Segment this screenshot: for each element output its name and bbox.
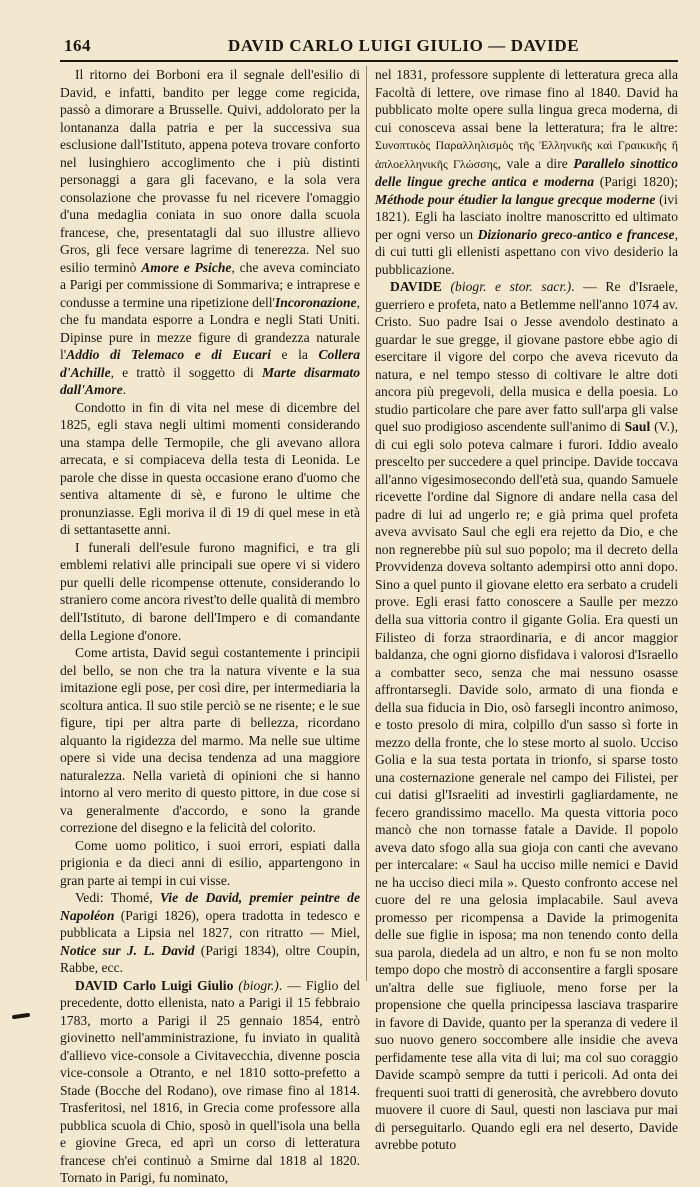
artwork-title: Collera d'Achille bbox=[60, 347, 360, 380]
book-title: Parallelo sinottico delle lingue greche antica e moderna bbox=[375, 155, 678, 190]
paragraph-death: Condotto in fin di vita nel mese di dicembre del 1825, egli stava negli ultimi momenti considerando una stampa delle Termopile, che gli avevano allora arrecata, e si compiaceva della testa di Leonida. Le parole che disse in questa occasione erano d'uomo che sentiva altamente di sè, e furono le ultime che pronunziasse. Egli moriva il dì 19 di quel mese in età di settantasette anni. bbox=[60, 399, 360, 538]
cross-reference: Saul bbox=[624, 419, 651, 435]
header-rule bbox=[60, 60, 678, 62]
book-title: Dizionario greco-antico e francese bbox=[477, 226, 675, 242]
entry-tag: (biogr. e stor. sacr.) bbox=[450, 279, 572, 295]
artwork-title: Amore e Psiche bbox=[141, 259, 232, 275]
left-column bbox=[60, 66, 360, 1187]
paragraph-references: Vedi: Thomé, Vie de David, premier peintre de Napoléon (Parigi 1826), opera tradotta in tedesco e pubblicata a Lipsia nel 1827, con ritratto — Miel, Notice sur J. L. David (Parigi 1834), oltre Coupin, Rabbe, ecc. bbox=[60, 890, 361, 976]
entry-davide: DAVIDE (biogr. e stor. sacr.). — Re d'Israele, guerriero e profeta, nato a Betlemme nell'anno 1074 av. Cristo. Suo padre Isai o Jesse avendolo destinato a guardar le sue gregge, il giovane pastore ebbe agio di esercitare il vigore del corpo che aveva ricevuto da natura, e nel tempo stesso di coltivare le altre doti ancora più pregevoli, della musica e della poesia. Lo studio particolare che pare aver fatto sull'arpa gli valse quel suo prodigioso ascendente sull'animo di Saul (V.), di cui egli solo poteva calmare i furori. Iddio avealo prescelto per succedere a quel principe. Davide toccava all'anno vigesimosecondo dell'età sua, quando Samuele ricevette l'ordine dal Signore di andare nella casa del padre di lui ad ungerlo re; e già prima quel profeta aveva avvisato Saul che egli era rejetto da Dio, e che non regnerebbe più sul suo popolo; ma il decreto della Provvidenza doveva soltanto adempirsi otto anni dopo. Sino a quel punto il giovane eletto era serbato a crudeli prove. Egli erasi fatto conoscere a Saulle per mezzo della sua vittoria contro il gigante Golia. Era questi un Filisteo di forza straordinaria, e di ancor maggior baldanza, che ogni giorno disfidava i valorosi d'Israello a combatter seco, senza che mai nessuno osasse affrontarsegli. Davide solo, armato di una fionda e della sua fiducia in Dio, osò farsegli incontro animoso, e tosto presolo di mira, colpillo d'un sasso sì forte in mezzo della fronte, che lo stese morto al suolo. Ucciso Golia e la sua testa portata in trionfo, si sparse tosto una costernazione generale nel campo dei Filistei, per cui datisi gl'Israeliti ad investirli gagliardamente, ne fecero grandissimo macello. Ma questa vittoria poco mancò che non tornasse fatale a Davide. Il popolo aveva dato sfogo alla sua gioja con canti che avevano per intercalare: « Saul ha ucciso mille nemici e David ne ha ucciso dieci mila ». Questo confronto accese nel cuore del re una gelosia implacabile. Saul aveva promesso per ricompensa a Davide la primogenita delle sue figlie in isposa; ma non tenendo conto della sua parola, diedela ad un altro, e non fu se non molto tempo dopo che mostrò di acconsentire a fargli sposare un'altra delle sue figliuole, meno forse per la propensione che quella principessa lasciava trasparire in favore di Davide, quanto per la speranza di vedere il suo nuovo genero soccombere alle insidie che aveva perfidamente tese alla vita di lui; ma col suo coraggio Davide scampò sempre da tutti i pericoli. Ad onta dei frequenti suoi tratti di generosità, che avrebbero dovuto muovere il cuore di Saul, questi non lasciava pur mai di perseguitarlo. Quando egli era nel deserto, Davide avrebbe potuto bbox=[375, 279, 678, 1153]
book-title: Méthode pour étudier la langue grecque moderne bbox=[375, 191, 656, 207]
artwork-title: Incoronazione bbox=[275, 294, 357, 310]
paragraph-continuation: nel 1831, professore supplente di letteratura greca alla Facoltà di lettere, ove rimase fino al 1840. David ha pubblicato molte opere sulla lingua greca moderna, di cui conosceva assai bene la letteratura; fra le altre: Συνοπτικὸς Παραλληλισμὸς τῆς Ἑλληνικῆς καὶ Γραικικῆς ἢ ἁπλοελληνικῆς Γλώσσης, vale a dire Parallelo sinottico delle lingue greche antica e moderna (Parigi 1820); Méthode pour étudier la langue grecque moderne (ivi 1821). Egli ha lasciato inoltre manoscritto ed ultimato per ogni verso un Dizionario greco-antico e francese, di cui tutti gli ellenisti aspettano con vivo desiderio la pubblicazione. bbox=[375, 67, 678, 277]
paragraph-artist: Come artista, David seguì costantemente i principii del bello, se non che tra la natura vivente e la sua imitazione egli pose, per così dire, per intermediaria la scoltura antica. Il suo stile perciò se ne risente; e le sue figure, tipi per altra parte di bellezza, ricordano alquanto la rigidezza del marmo. Ma nelle sue ultime opere si vide una decisa tendenza ad una maggiore naturalezza. Nella varietà di opinioni che si hanno intorno al vero merito di questo pittore, in due cose si va generalmente d'accordo, e sono la grande correzione del disegno e la felicità del colorito. bbox=[60, 645, 360, 836]
paragraph-funeral: I funerali dell'esule furono magnifici, e tra gli emblemi relativi alle principali sue opere vi si videro pur quelli delle ricompense ottenute, considerando lo straniero come ancora rivest'to delle qualità di membro dell'Istituto, di barone dell'Impero e di comandante della Legione d'onore. bbox=[60, 539, 360, 643]
artwork-title: Marte disarmato dall'Amore bbox=[60, 364, 361, 398]
entry-david-carlo: DAVID Carlo Luigi Giulio (biogr.). — Figlio del precedente, dotto ellenista, nato a Parigi il 15 febbraio 1783, morto a Parigi il 25 gennaio 1854, entrò giovinetto nell'amministrazione, fu inviato in qualità d'allievo vice-console a Civitavecchia, divenne poscia vice-console a Otranto, e nel 1810 sotto-prefetto a Stade (Bocche del Rodano), ove rimase fino al 1814. Trasferitosi, nel 1816, in Grecia come professore alla pubblica scuola di Chio, sposò in quell'isola una bella e giovine Greca, ed aprì un corso di letteratura francese ch'ei continuò a Smirne dal 1818 al 1820. Tornato in Parigi, fu nominato, bbox=[60, 977, 361, 1186]
page-header bbox=[60, 36, 678, 58]
entry-tag: (biogr.) bbox=[238, 977, 279, 993]
page-number: 164 bbox=[64, 36, 91, 55]
right-column bbox=[375, 66, 678, 1154]
entry-heading: DAVIDE bbox=[390, 279, 442, 295]
greek-title: Συνοπτικὸς Παραλληλισμὸς τῆς Ἑλληνικῆς καὶ Γραικικῆς ἢ ἁπλοελληνικῆς Γλώσσης bbox=[375, 138, 678, 171]
paragraph-politics: Come uomo politico, i suoi errori, espiati dalla prigionia e da dieci anni di esilio, appartengono in gran parte ai tempi in cui visse. bbox=[60, 837, 360, 888]
ink-mark bbox=[12, 1013, 30, 1019]
column-divider bbox=[366, 66, 367, 981]
entry-heading: DAVID Carlo Luigi Giulio bbox=[75, 977, 234, 993]
paragraph-exile: Il ritorno dei Borboni era il segnale dell'esilio di David, e infatti, bandito per legge come regicida, passò a dimorare a Brusselle. Quivi, addolorato per la lontananza dalla patria e per la successiva sua esclusione dall'Istituto, appena poteva trovare conforto nel lusinghiero accoglimento che i più distinti personaggi a gara gli facevano, e la sola vera consolazione che provasse fu nel ricevere l'omaggio d'una medaglia coniata in suo onore dalla scuola francese, che, presentatagli dal suo illustre allievo Gros, gli fece versare lagrime di tenerezza. Nel suo esilio terminò Amore e Psiche, che aveva cominciato a Parigi per commissione di Sommariva; e intraprese e condusse a termine una ripetizione dell'Incoronazione, che fu mandata esporre a Londra e negli Stati Uniti. Dipinse pure in mezze figure di grandezza naturale l'Addio di Telemaco e di Eucari e la Collera d'Achille, e trattò il soggetto di Marte disarmato dall'Amore. bbox=[60, 67, 361, 398]
book-title: Notice sur J. L. David bbox=[60, 942, 195, 958]
running-title: DAVID CARLO LUIGI GIULIO — DAVIDE bbox=[228, 36, 580, 55]
artwork-title: Addio di Telemaco e di Eucari bbox=[66, 347, 271, 363]
book-title: Vie de David, premier peintre de Napoléon bbox=[60, 890, 360, 923]
